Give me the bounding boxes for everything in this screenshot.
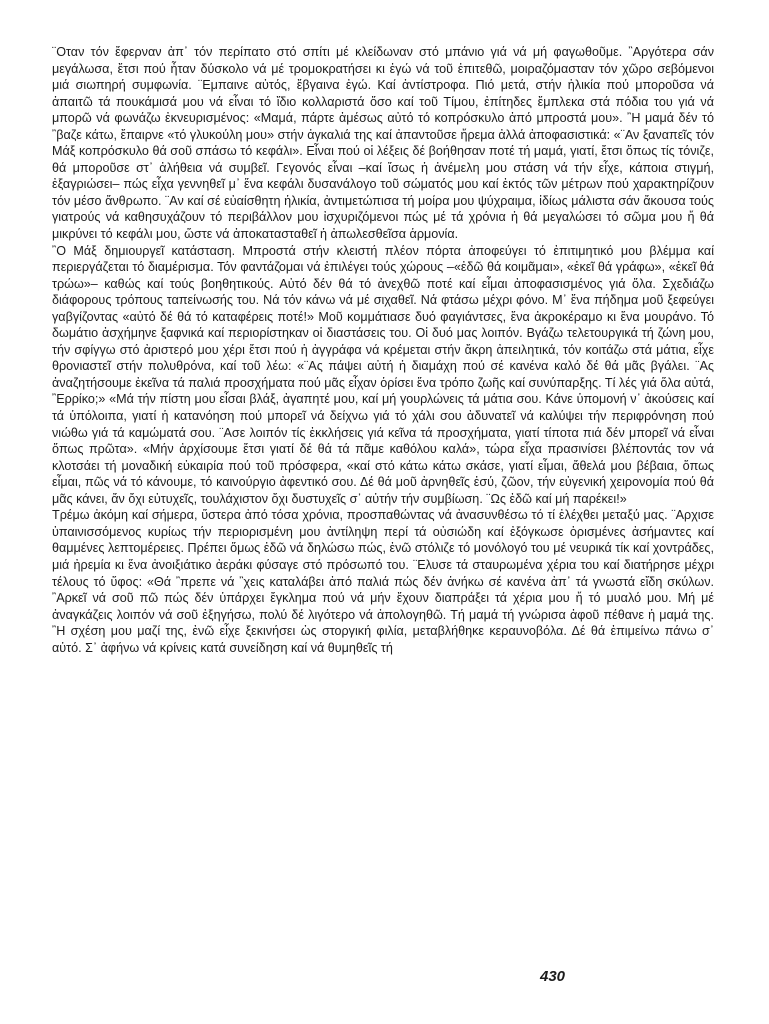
paragraph-3: Τρέμω ἀκόμη καί σήμερα, ὕστερα ἀπό τόσα χρόνια, προσπαθώντας νά ἀνασυνθέσω τό τί ἐλέχθει μεταξύ μας. ¨Αρχισε ὑπαινισσόμενος κυρίως τήν περιορισμένη μου ἀντίληψη περί τά οὐσιώδη καί ἐξόγκωσε ὁρισμένες ἀσήμαντες καί θαμμένες λεπτομέρειες. Πρέπει ὅμως ἐδῶ νά δηλώσω πώς, ἐνῶ στόλιζε τό μονόλογό του μέ νευρικά τίκ καί χοντράδες, μιά ἠρεμία κι ἕνα ἀνοιξιάτικο ἀεράκι φύσαγε στό πρόσωπό του. ¨Ελυσε τά σταυρωμένα χέρια του καί διατήρησε μέχρι τέλους τό ὕφος: «Θά ῍πρεπε νά ῍χεις καταλάβει ἀπό παλιά πώς δέν ἀνήκω σέ κανένα ἀπ᾿ τά γνωστά εἴδη σκύλων. ῍Αρκεῖ νά σοῦ πῶ πώς δέν ὑπάρχει ἔγκλημα πού νά μήν ἔχουν διαπράξει τά χέρια μου ἤ τό μυαλό μου. Μή μέ ἀναγκάζεις λοιπόν νά σοῦ ἐξηγήσω, πολύ δέ λιγότερο νά ἀπολογηθῶ. Τή μαμά τή γνώρισα ἀφοῦ πέθανε ἡ μαμά της. ῍Η σχέση μου μαζί της, ἐνῶ εἶχε ξεκινήσει ὡς στοργική φιλία, μεταβλήθηκε κεραυνοβόλα. Δέ θά ἐπιμείνω πάνω σ᾿ αὐτό. Σ᾿ ἀφήνω νά κρίνεις κατά συνείδηση καί νά θυμηθεῖς τή — [52, 508, 714, 655]
body-text — [52, 44, 714, 656]
paragraph-2: ῍Ο Μάξ δημιουργεῖ κατάσταση. Μπροστά στήν κλειστή πλέον πόρτα ἀποφεύγει τό ἐπιτιμητικό μου βλέμμα καί περιεργάζεται τό διαμέρισμα. Τόν φαντάζομαι νά ἐπιλέγει τούς χώρους –«ἐδῶ θά κοιμᾶμαι», «ἐκεῖ θά γράφω», «ἐκεῖ θά τρώω»– καθώς καί τούς βοηθητικούς. Αὐτό δέν θά τό ἀνεχθῶ ποτέ καί εἶμαι ἀποφασισμένος γιά ὅλα. Σχεδιάζω διάφορους τρόπους ταπείνωσής του. Νά τόν κάνω νά μέ σιχαθεῖ. Νά φτάσω μέχρι φόνο. Μ᾿ ἕνα πήδημα μοῦ ξεφεύγει γαβγίζοντας «αὐτό δέ θά τό καταφέρεις ποτέ!» Μοῦ κομμάτιασε δυό φαγιάντσες, ἕνα ἀκροκέραμο κι ἕνα μουράνο. Τό δωμάτιο ἀσχήμηνε ξαφνικά καί περιορίστηκαν οἱ διαστάσεις του. Οἱ δυό μας λοιπόν. Βγάζω τελετουργικά τή ζώνη μου, τήν σφίγγω στό ἀριστερό μου χέρι ἔτσι πού ἡ ἀγγράφα νά κρέμεται στήν ἄκρη ἀπειλητικά, τόν κοιτάζω στά μάτια, εἶχε θρονιαστεῖ στήν πολυθρόνα, καί τοῦ λέω: «¨Ας πάψει αὐτή ἡ διαμάχη πού σέ κανένα καλό δέ θά μᾶς βγάλει. ¨Ας ἀναζητήσουμε ἐκεῖνα τά παλιά προσχήματα πού μᾶς εἶχαν ὁρίσει ἕνα τρόπο ζωῆς καί συνύπαρξης. Τί λές γιά ὅλα αὐτά, ῍Ερρίκο;» «Μά τήν πίστη μου εἶσαι βλάξ, ἀγαπητέ μου, καί μή γουρλώνεις τά μάτια σου. Κάνε ὑπομονή ν᾿ ἀκούσεις καί τά ὑπόλοιπα, γιατί ἡ κατανόηση πού μπορεῖ νά δείχνω γιά τό χάλι σου ἀδυνατεῖ νά καλύψει τήν περιφρόνηση πού νιώθω γιά τά καμώματά σου. ¨Ασε λοιπόν τίς ἐκκλήσεις γιά κεῖνα τά προσχήματα, γιατί τίποτα πιά δέν μπορεῖ νά εἶναι ὅπως πρῶτα». «Μήν ἀρχίσουμε ἔτσι γιατί δέ θά τά πᾶμε καθόλου καλά», τώρα εἶχα πρασινίσει βλέποντάς τον νά κλοτσάει τή μοναδική εὐκαιρία πού τοῦ πρόσφερα, «καί στό κάτω κάτω σκάσε, γιατί εἶμαι, ἄθελά μου βέβαια, ὅπως εἶμαι, πῶς νά τό κάνουμε, τό καινούργιο ἀφεντικό σου. Δέ θά μοῦ ἀρνηθεῖς ἐσύ, ζῶον, τήν εὐγενική χειρονομία πού θά μᾶς κάνει, ἄν ὄχι εὐτυχεῖς, τουλάχιστον ὄχι δυστυχεῖς σ᾿ αὐτήν τήν συμβίωση. ¨Ως ἐδῶ καί μή παρέκει!» — [52, 243, 714, 506]
page-number: 430 — [540, 968, 566, 985]
paragraph-1: ¨Οταν τόν ἔφερναν ἀπ᾿ τόν περίπατο στό σπίτι μέ κλείδωναν στό μπάνιο γιά νά μή φαγωθοῦμε. ῍Αργότερα σάν μεγάλωσα, ἔτσι πού ἦταν δύσκολο νά μέ τρομοκρατήσει κι ἐγώ νά τοῦ ἐπιτεθῶ, μοιραζόμασταν τόν χῶρο σεβόμενοι μιά σιωπηρή συμφωνία. ¨Εμπαινε αὐτός, ἔβγαινα ἐγώ. Καί ἀντίστροφα. Πιό μετά, στήν ἡλικία πού μποροῦσα νά ἀπαιτῶ τά πουκάμισά μου νά εἶναι τό ἴδιο κολλαριστά ὅσο καί τοῦ Τίμου, ἐπίτηδες ἔμπλεκα στά πόδια του γιά νά μπορῶ νά φωνάζω ἐκνευρισμένος: «Μαμά, πάρτε ἀμέσως αὐτό τό κοπρόσκυλο ἀπό μπροστά μου». ῍Η μαμά δέν τό ῍βαζε κάτω, ἔπαιρνε «τό γλυκούλη μου» στήν ἀγκαλιά της καί ἀπαντοῦσε ἤρεμα ἀλλά ἀποφασιστικά: «¨Αν ξαναπεῖς τόν Μάξ κοπρόσκυλο θά σοῦ σπάσω τό κεφάλι». Εἶναι πού οἱ λέξεις δέ βοήθησαν ποτέ τή μαμά, γιατί, ἔτσι ὅπως τίς τόνιζε, θά μποροῦσε στ᾿ ἀλήθεια νά συμβεῖ. Γεγονός εἶναι –καί ἴσως ἡ ἀνέμελη μου στάση νά τήν εἶχε, κάποια στιγμή, ἐξαγριώσει– πώς εἶχα γεννηθεῖ μ᾿ ἕνα κεφάλι δυσανάλογο τοῦ σώματός μου καί ἐκτός τῶν μέτρων πού χαρακτηρίζουν τόν μέσο ἄνθρωπο. ¨Αν καί σέ εὐαίσθητη ἡλικία, ἀντιμετώπισα τή μοίρα μου ψύχραιμα, ἰδίως μάλιστα σάν ἄκουσα τούς γιατρούς νά καθησυχάζουν τό περιβάλλον μου ἰσχυριζόμενοι πώς μέ τά χρόνια ἡ θά μεγαλώσει τό σῶμα μου ἤ θά μικρύνει τό κεφάλι μου, ὥστε νά ἀποκατασταθεῖ ἡ ἀπωλεσθεῖσα ἁρμονία. — [52, 45, 714, 242]
